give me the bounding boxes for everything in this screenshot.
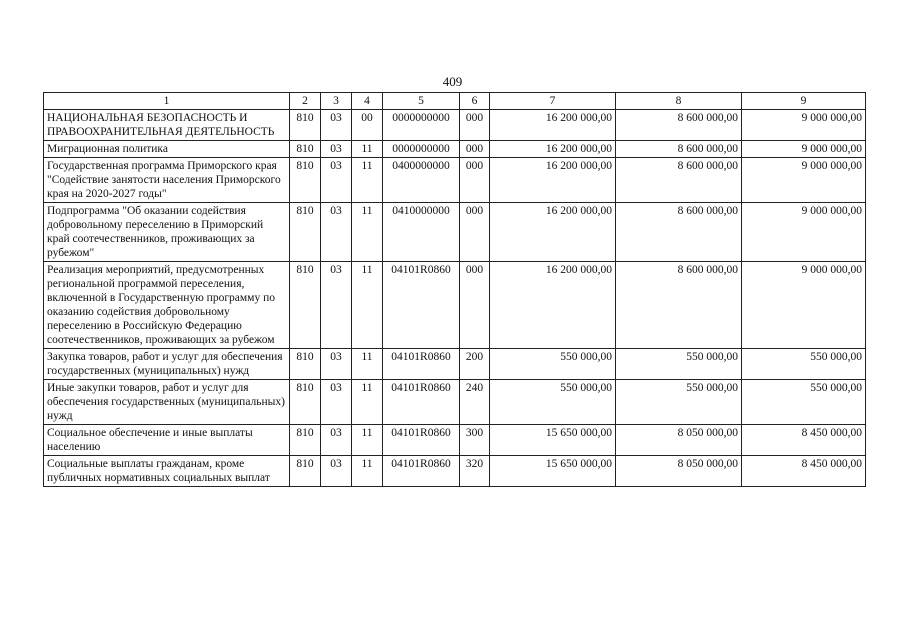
row-pr: 11	[352, 349, 383, 380]
row-vr: 000	[460, 203, 490, 262]
table-row	[44, 110, 866, 141]
header-col-6: 6	[460, 93, 490, 110]
row-sum-2: 8 600 000,00	[616, 158, 742, 203]
row-pr: 00	[352, 110, 383, 141]
page-number: 409	[442, 74, 463, 89]
header-col-1: 1	[44, 93, 290, 110]
row-sum-2: 8 050 000,00	[616, 456, 742, 487]
row-sum-2: 8 050 000,00	[616, 425, 742, 456]
row-name: Закупка товаров, работ и услуг для обеспечения государственных (муниципальных) нужд	[44, 349, 290, 380]
table-row	[44, 141, 866, 158]
row-name: НАЦИОНАЛЬНАЯ БЕЗОПАСНОСТЬ И ПРАВООХРАНИТЕЛЬНАЯ ДЕЯТЕЛЬНОСТЬ	[44, 110, 290, 141]
table-row	[44, 456, 866, 487]
row-rz: 03	[321, 158, 352, 203]
row-sum-1: 16 200 000,00	[490, 110, 616, 141]
row-csr: 04101R0860	[383, 349, 460, 380]
row-vr: 200	[460, 349, 490, 380]
row-sum-1: 16 200 000,00	[490, 158, 616, 203]
row-sum-3: 9 000 000,00	[742, 262, 866, 349]
header-col-8: 8	[616, 93, 742, 110]
row-ved: 810	[290, 110, 321, 141]
row-vr: 240	[460, 380, 490, 425]
row-csr: 0000000000	[383, 141, 460, 158]
row-ved: 810	[290, 425, 321, 456]
row-sum-3: 550 000,00	[742, 349, 866, 380]
row-csr: 0000000000	[383, 110, 460, 141]
header-col-5: 5	[383, 93, 460, 110]
row-sum-3: 9 000 000,00	[742, 158, 866, 203]
row-sum-2: 8 600 000,00	[616, 110, 742, 141]
row-name: Социальное обеспечение и иные выплаты населению	[44, 425, 290, 456]
row-sum-1: 550 000,00	[490, 349, 616, 380]
row-ved: 810	[290, 158, 321, 203]
row-name: Социальные выплаты гражданам, кроме публичных нормативных социальных выплат	[44, 456, 290, 487]
row-csr: 04101R0860	[383, 380, 460, 425]
row-vr: 000	[460, 158, 490, 203]
row-ved: 810	[290, 349, 321, 380]
row-pr: 11	[352, 380, 383, 425]
table-row	[44, 425, 866, 456]
row-rz: 03	[321, 349, 352, 380]
budget-table	[43, 92, 866, 487]
row-pr: 11	[352, 203, 383, 262]
row-rz: 03	[321, 456, 352, 487]
row-sum-2: 8 600 000,00	[616, 203, 742, 262]
row-sum-2: 8 600 000,00	[616, 262, 742, 349]
header-col-7: 7	[490, 93, 616, 110]
row-pr: 11	[352, 425, 383, 456]
row-pr: 11	[352, 456, 383, 487]
row-sum-1: 16 200 000,00	[490, 203, 616, 262]
row-vr: 000	[460, 110, 490, 141]
header-col-2: 2	[290, 93, 321, 110]
row-sum-2: 550 000,00	[616, 349, 742, 380]
row-vr: 000	[460, 141, 490, 158]
table-header-row	[44, 93, 866, 110]
row-rz: 03	[321, 380, 352, 425]
row-ved: 810	[290, 203, 321, 262]
row-sum-1: 16 200 000,00	[490, 141, 616, 158]
row-sum-1: 15 650 000,00	[490, 425, 616, 456]
row-rz: 03	[321, 425, 352, 456]
row-vr: 000	[460, 262, 490, 349]
table-row	[44, 349, 866, 380]
row-csr: 04101R0860	[383, 425, 460, 456]
header-col-4: 4	[352, 93, 383, 110]
row-pr: 11	[352, 141, 383, 158]
row-rz: 03	[321, 262, 352, 349]
row-sum-3: 9 000 000,00	[742, 141, 866, 158]
row-csr: 0400000000	[383, 158, 460, 203]
row-rz: 03	[321, 110, 352, 141]
row-rz: 03	[321, 203, 352, 262]
row-sum-3: 550 000,00	[742, 380, 866, 425]
table-row	[44, 158, 866, 203]
row-sum-1: 16 200 000,00	[490, 262, 616, 349]
header-col-3: 3	[321, 93, 352, 110]
row-ved: 810	[290, 380, 321, 425]
row-sum-2: 8 600 000,00	[616, 141, 742, 158]
row-vr: 320	[460, 456, 490, 487]
row-csr: 04101R0860	[383, 456, 460, 487]
row-csr: 0410000000	[383, 203, 460, 262]
row-ved: 810	[290, 141, 321, 158]
row-vr: 300	[460, 425, 490, 456]
header-col-9: 9	[742, 93, 866, 110]
row-sum-3: 9 000 000,00	[742, 110, 866, 141]
row-sum-2: 550 000,00	[616, 380, 742, 425]
row-name: Миграционная политика	[44, 141, 290, 158]
row-name: Подпрограмма "Об оказании содействия добровольному переселению в Приморский край соотечественников, проживающих за рубежом"	[44, 203, 290, 262]
row-pr: 11	[352, 158, 383, 203]
row-ved: 810	[290, 456, 321, 487]
row-rz: 03	[321, 141, 352, 158]
row-name: Государственная программа Приморского края "Содействие занятости населения Приморского края на 2020-2027 годы"	[44, 158, 290, 203]
row-name: Реализация мероприятий, предусмотренных региональной программой переселения, включенной в Государственную программу по оказанию содействия добровольному переселению в Российскую Федерацию соотечественников, проживающих за рубежом	[44, 262, 290, 349]
row-pr: 11	[352, 262, 383, 349]
table-row	[44, 203, 866, 262]
row-ved: 810	[290, 262, 321, 349]
row-csr: 04101R0860	[383, 262, 460, 349]
row-sum-3: 9 000 000,00	[742, 203, 866, 262]
row-sum-1: 15 650 000,00	[490, 456, 616, 487]
table-row	[44, 262, 866, 349]
row-sum-3: 8 450 000,00	[742, 425, 866, 456]
table-row	[44, 380, 866, 425]
row-sum-3: 8 450 000,00	[742, 456, 866, 487]
row-name: Иные закупки товаров, работ и услуг для обеспечения государственных (муниципальных) нужд	[44, 380, 290, 425]
row-sum-1: 550 000,00	[490, 380, 616, 425]
